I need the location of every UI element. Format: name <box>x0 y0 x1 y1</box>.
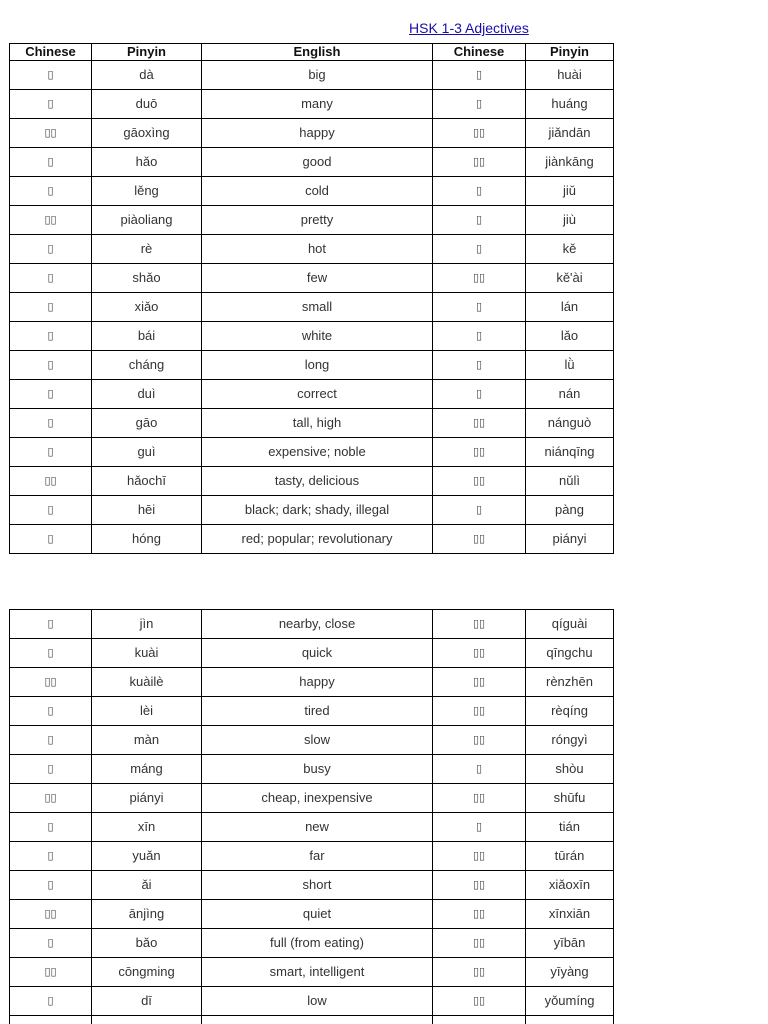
table-row <box>10 958 614 987</box>
cell-english: good <box>202 148 433 177</box>
cell-chinese-2: ▯▯ <box>433 148 526 177</box>
cell-pinyin: gāoxìng <box>92 119 202 148</box>
cell-pinyin: duì <box>92 380 202 409</box>
cell-pinyin: máng <box>92 755 202 784</box>
cell-chinese: ▯ <box>10 409 92 438</box>
cell-chinese-2: ▯▯ <box>433 610 526 639</box>
cell-pinyin-2: nán <box>526 380 614 409</box>
adjectives-table-1 <box>9 43 614 554</box>
cell-english: short <box>202 871 433 900</box>
cell-chinese: ▯ <box>10 813 92 842</box>
cell-english: black; dark; shady, illegal <box>202 496 433 525</box>
cell-chinese: ▯▯ <box>10 900 92 929</box>
cell-pinyin: yuǎn <box>92 842 202 871</box>
table-row <box>10 438 614 467</box>
table-row <box>10 467 614 496</box>
table-body <box>10 610 614 1024</box>
cell-pinyin: kuài <box>92 639 202 668</box>
cell-english: happy <box>202 668 433 697</box>
cell-english <box>202 1016 433 1024</box>
cell-english: happy <box>202 119 433 148</box>
table-header <box>10 44 614 61</box>
cell-pinyin: màn <box>92 726 202 755</box>
table-row <box>10 293 614 322</box>
cell-pinyin-2: piányi <box>526 525 614 554</box>
cell-english: white <box>202 322 433 351</box>
cell-english: cold <box>202 177 433 206</box>
table-row <box>10 929 614 958</box>
cell-english: slow <box>202 726 433 755</box>
cell-pinyin-2: yībān <box>526 929 614 958</box>
table-row <box>10 987 614 1016</box>
cell-chinese-2: ▯ <box>433 813 526 842</box>
table-row <box>10 668 614 697</box>
cell-pinyin-2: xiǎoxīn <box>526 871 614 900</box>
cell-pinyin: hēi <box>92 496 202 525</box>
cell-chinese-2: ▯▯ <box>433 438 526 467</box>
cell-pinyin-2: jiù <box>526 206 614 235</box>
cell-pinyin: xiǎo <box>92 293 202 322</box>
cell-pinyin-2: jiǎndān <box>526 119 614 148</box>
cell-chinese: ▯ <box>10 639 92 668</box>
cell-pinyin-2: lǜ <box>526 351 614 380</box>
cell-pinyin-2: tūrán <box>526 842 614 871</box>
cell-english: red; popular; revolutionary <box>202 525 433 554</box>
cell-pinyin-2: yǒumíng <box>526 987 614 1016</box>
table-row <box>10 409 614 438</box>
cell-pinyin: hǎo <box>92 148 202 177</box>
cell-chinese-2: ▯ <box>433 206 526 235</box>
adjectives-table-2 <box>9 609 614 1024</box>
cell-chinese: ▯▯ <box>10 206 92 235</box>
cell-chinese-2: ▯ <box>433 496 526 525</box>
cell-pinyin-2: kě'ài <box>526 264 614 293</box>
cell-english: full (from eating) <box>202 929 433 958</box>
cell-chinese-2: ▯▯ <box>433 525 526 554</box>
cell-english: far <box>202 842 433 871</box>
cell-english: tasty, delicious <box>202 467 433 496</box>
cell-chinese: ▯ <box>10 987 92 1016</box>
cell-chinese: ▯ <box>10 322 92 351</box>
cell-chinese: ▯ <box>10 755 92 784</box>
cell-chinese: ▯ <box>10 929 92 958</box>
cell-chinese-2: ▯▯ <box>433 958 526 987</box>
cell-pinyin: cōngming <box>92 958 202 987</box>
cell-pinyin-2: shòu <box>526 755 614 784</box>
cell-pinyin-2: qīngchu <box>526 639 614 668</box>
table-row <box>10 90 614 119</box>
cell-pinyin: piàoliang <box>92 206 202 235</box>
cell-pinyin: lěng <box>92 177 202 206</box>
table-row <box>10 610 614 639</box>
cell-pinyin-2: niánqīng <box>526 438 614 467</box>
cell-chinese: ▯ <box>10 697 92 726</box>
cell-chinese: ▯ <box>10 726 92 755</box>
cell-pinyin: jìn <box>92 610 202 639</box>
cell-chinese: ▯ <box>10 177 92 206</box>
cell-pinyin-2: shūfu <box>526 784 614 813</box>
header-row <box>10 44 614 61</box>
cell-chinese-2: ▯ <box>433 90 526 119</box>
table-row <box>10 726 614 755</box>
cell-chinese-2: ▯▯ <box>433 119 526 148</box>
table-row <box>10 61 614 90</box>
cell-chinese: ▯ <box>10 293 92 322</box>
cell-chinese-2: ▯▯ <box>433 697 526 726</box>
cell-english: nearby, close <box>202 610 433 639</box>
cell-chinese-2: ▯ <box>433 351 526 380</box>
table-row <box>10 639 614 668</box>
cell-chinese-2: ▯▯ <box>433 871 526 900</box>
table-row <box>10 235 614 264</box>
cell-chinese-2: ▯▯ <box>433 467 526 496</box>
table-body <box>10 61 614 554</box>
cell-pinyin: piányi <box>92 784 202 813</box>
cell-chinese-2: ▯ <box>433 293 526 322</box>
table-row <box>10 755 614 784</box>
cell-english: long <box>202 351 433 380</box>
cell-pinyin-2: jiǔ <box>526 177 614 206</box>
table-row <box>10 119 614 148</box>
cell-pinyin: ānjìng <box>92 900 202 929</box>
cell-chinese-2: ▯▯ <box>433 842 526 871</box>
cell-pinyin: cháng <box>92 351 202 380</box>
cell-chinese: ▯ <box>10 610 92 639</box>
header-chinese: Chinese <box>10 44 92 61</box>
cell-pinyin-2: nǔlì <box>526 467 614 496</box>
cell-chinese-2: ▯ <box>433 755 526 784</box>
table-row <box>10 525 614 554</box>
table-row <box>10 264 614 293</box>
cell-english: new <box>202 813 433 842</box>
cell-pinyin: dà <box>92 61 202 90</box>
cell-chinese: ▯ <box>10 438 92 467</box>
table-row <box>10 1016 614 1024</box>
cell-chinese: ▯▯ <box>10 668 92 697</box>
cell-pinyin-2: huài <box>526 61 614 90</box>
cell-chinese: ▯ <box>10 525 92 554</box>
hsk-adjectives-link[interactable]: HSK 1-3 Adjectives <box>409 20 529 36</box>
table-row <box>10 206 614 235</box>
table-row <box>10 177 614 206</box>
cell-chinese-2: ▯▯ <box>433 668 526 697</box>
cell-pinyin: hóng <box>92 525 202 554</box>
cell-english: many <box>202 90 433 119</box>
cell-pinyin-2: róngyì <box>526 726 614 755</box>
cell-pinyin-2: kě <box>526 235 614 264</box>
cell-chinese: ▯ <box>10 148 92 177</box>
cell-pinyin-2 <box>526 1016 614 1024</box>
cell-english: tall, high <box>202 409 433 438</box>
cell-chinese-2 <box>433 1016 526 1024</box>
cell-pinyin: shǎo <box>92 264 202 293</box>
cell-english: low <box>202 987 433 1016</box>
cell-chinese: ▯ <box>10 871 92 900</box>
cell-english: hot <box>202 235 433 264</box>
cell-pinyin: dī <box>92 987 202 1016</box>
cell-pinyin: hǎochī <box>92 467 202 496</box>
cell-chinese: ▯ <box>10 90 92 119</box>
cell-chinese: ▯ <box>10 842 92 871</box>
cell-chinese-2: ▯▯ <box>433 900 526 929</box>
table-row <box>10 697 614 726</box>
cell-english: correct <box>202 380 433 409</box>
cell-chinese-2: ▯▯ <box>433 726 526 755</box>
cell-pinyin-2: lán <box>526 293 614 322</box>
cell-pinyin: bái <box>92 322 202 351</box>
cell-pinyin: gāo <box>92 409 202 438</box>
cell-pinyin-2: rèqíng <box>526 697 614 726</box>
table-row <box>10 900 614 929</box>
cell-chinese-2: ▯ <box>433 322 526 351</box>
cell-pinyin-2: qíguài <box>526 610 614 639</box>
cell-english: quick <box>202 639 433 668</box>
header-english: English <box>202 44 433 61</box>
cell-chinese-2: ▯▯ <box>433 987 526 1016</box>
cell-pinyin <box>92 1016 202 1024</box>
cell-chinese-2: ▯▯ <box>433 409 526 438</box>
cell-pinyin: bǎo <box>92 929 202 958</box>
cell-chinese-2: ▯ <box>433 235 526 264</box>
cell-pinyin-2: yīyàng <box>526 958 614 987</box>
cell-pinyin-2: tián <box>526 813 614 842</box>
cell-chinese-2: ▯ <box>433 380 526 409</box>
table-row <box>10 813 614 842</box>
cell-english: few <box>202 264 433 293</box>
cell-chinese-2: ▯ <box>433 177 526 206</box>
cell-pinyin: guì <box>92 438 202 467</box>
cell-chinese: ▯ <box>10 496 92 525</box>
table-row <box>10 322 614 351</box>
table-row <box>10 784 614 813</box>
table-row <box>10 351 614 380</box>
table-row <box>10 842 614 871</box>
cell-english: busy <box>202 755 433 784</box>
table-row <box>10 496 614 525</box>
table-row <box>10 148 614 177</box>
cell-chinese: ▯ <box>10 61 92 90</box>
cell-chinese: ▯▯ <box>10 958 92 987</box>
header-chinese-2: Chinese <box>433 44 526 61</box>
cell-english: tired <box>202 697 433 726</box>
cell-pinyin: lèi <box>92 697 202 726</box>
cell-english: pretty <box>202 206 433 235</box>
cell-english: small <box>202 293 433 322</box>
cell-pinyin: ǎi <box>92 871 202 900</box>
cell-pinyin-2: xīnxiān <box>526 900 614 929</box>
cell-pinyin: kuàilè <box>92 668 202 697</box>
cell-chinese-2: ▯▯ <box>433 639 526 668</box>
table-row <box>10 380 614 409</box>
cell-pinyin: rè <box>92 235 202 264</box>
cell-english: smart, intelligent <box>202 958 433 987</box>
cell-pinyin-2: nánguò <box>526 409 614 438</box>
cell-chinese: ▯▯ <box>10 467 92 496</box>
cell-pinyin: duō <box>92 90 202 119</box>
cell-chinese: ▯ <box>10 380 92 409</box>
cell-pinyin-2: lǎo <box>526 322 614 351</box>
cell-chinese: ▯ <box>10 351 92 380</box>
cell-chinese: ▯▯ <box>10 119 92 148</box>
cell-chinese: ▯ <box>10 264 92 293</box>
cell-pinyin-2: pàng <box>526 496 614 525</box>
cell-chinese-2: ▯▯ <box>433 784 526 813</box>
cell-english: big <box>202 61 433 90</box>
header-pinyin-2: Pinyin <box>526 44 614 61</box>
cell-pinyin-2: rènzhēn <box>526 668 614 697</box>
cell-chinese <box>10 1016 92 1024</box>
cell-chinese-2: ▯▯ <box>433 264 526 293</box>
cell-chinese: ▯▯ <box>10 784 92 813</box>
cell-pinyin-2: huáng <box>526 90 614 119</box>
cell-chinese: ▯ <box>10 235 92 264</box>
header-pinyin: Pinyin <box>92 44 202 61</box>
cell-chinese-2: ▯ <box>433 61 526 90</box>
cell-pinyin: xīn <box>92 813 202 842</box>
cell-english: expensive; noble <box>202 438 433 467</box>
cell-pinyin-2: jiànkāng <box>526 148 614 177</box>
cell-chinese-2: ▯▯ <box>433 929 526 958</box>
cell-english: quiet <box>202 900 433 929</box>
table-row <box>10 871 614 900</box>
cell-english: cheap, inexpensive <box>202 784 433 813</box>
